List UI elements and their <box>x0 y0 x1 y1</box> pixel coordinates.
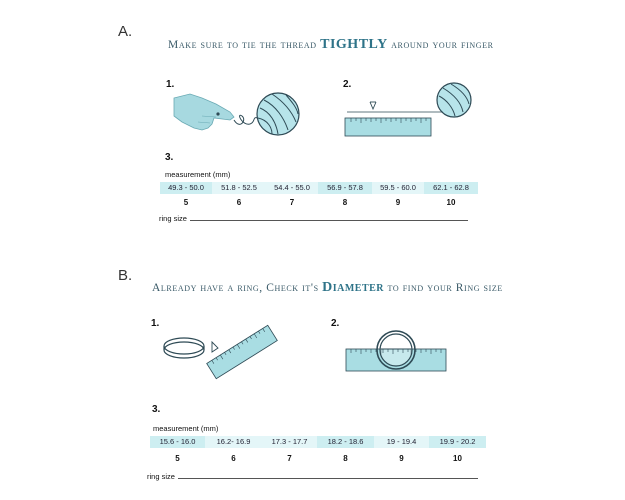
size-cell: 6 <box>231 454 236 463</box>
section-a-letter: A. <box>118 23 133 40</box>
ring-on-ruler-illustration <box>343 322 448 374</box>
measurement-cell: 56.9 - 57.8 <box>318 182 372 194</box>
measurement-cell: 18.2 - 18.6 <box>317 436 374 448</box>
measurement-cell: 49.3 - 50.0 <box>160 182 212 194</box>
section-a-step-1: 1. <box>166 79 175 90</box>
section-b-step-1: 1. <box>151 318 160 329</box>
measurement-cell: 54.4 - 55.0 <box>266 182 318 194</box>
section-b-heading-pre: Already have a ring, Check it's <box>152 282 323 294</box>
measurement-cell: 59.5 - 60.0 <box>372 182 424 194</box>
measurement-cell: 62.1 - 62.8 <box>424 182 478 194</box>
section-a-heading <box>168 37 494 53</box>
section-a-step-3: 3. <box>165 152 174 163</box>
ruler-icon <box>345 118 431 136</box>
ring-icon <box>164 338 204 358</box>
arrow-icon <box>212 342 218 352</box>
size-cell: 7 <box>287 454 292 463</box>
size-cell: 5 <box>183 198 189 207</box>
arrow-icon <box>370 102 376 109</box>
section-b-step-2: 2. <box>331 318 340 329</box>
ruler-icon <box>207 325 278 378</box>
hand-with-thread-illustration <box>172 90 307 145</box>
size-cell: 5 <box>175 454 180 463</box>
section-b-measurement-row <box>150 436 486 448</box>
size-cell: 8 <box>342 198 348 207</box>
yarn-ball-icon <box>257 93 299 135</box>
size-cell: 9 <box>399 454 404 463</box>
section-b-heading-post: to find your Ring size <box>384 282 503 294</box>
measurement-cell: 19.9 - 20.2 <box>429 436 486 448</box>
section-a-measurement-row <box>160 182 478 194</box>
size-cell: 7 <box>289 198 295 207</box>
section-b-letter: B. <box>118 267 133 284</box>
section-b-ring-size-line <box>178 478 478 479</box>
size-cell: 10 <box>453 454 462 463</box>
measurement-cell: 17.3 - 17.7 <box>262 436 317 448</box>
section-b-step-3: 3. <box>152 404 161 415</box>
measurement-cell: 15.6 - 16.0 <box>150 436 205 448</box>
section-a-step-2: 2. <box>343 79 352 90</box>
hand-icon <box>174 94 234 130</box>
size-cell: 8 <box>343 454 348 463</box>
ring-and-ruler-illustration <box>158 318 283 383</box>
section-b-measurement-label: measurement (mm) <box>153 424 219 433</box>
section-b-heading <box>152 280 503 296</box>
section-a-heading-emphasis: TIGHTLY <box>320 37 388 52</box>
section-a-measurement-label: measurement (mm) <box>165 170 231 179</box>
measurement-cell: 51.8 - 52.5 <box>212 182 266 194</box>
section-b-heading-emphasis: Diameter <box>322 280 385 295</box>
size-cell: 9 <box>395 198 401 207</box>
size-cell: 6 <box>236 198 242 207</box>
section-a-ring-size-label: ring size <box>159 214 187 223</box>
section-a-heading-post: around your finger <box>387 39 494 51</box>
section-b-ring-size-label: ring size <box>147 472 175 481</box>
measurement-cell: 16.2- 16.9 <box>205 436 262 448</box>
section-a-heading-pre: Make sure to tie the thread <box>168 39 321 51</box>
ring-icon <box>377 331 415 369</box>
section-b-size-row <box>150 454 486 463</box>
measurement-cell: 19 - 19.4 <box>374 436 429 448</box>
section-a-size-row <box>160 198 478 207</box>
thread-on-ruler-illustration <box>343 82 478 142</box>
size-cell: 10 <box>446 198 456 207</box>
section-a-ring-size-line <box>190 220 468 221</box>
